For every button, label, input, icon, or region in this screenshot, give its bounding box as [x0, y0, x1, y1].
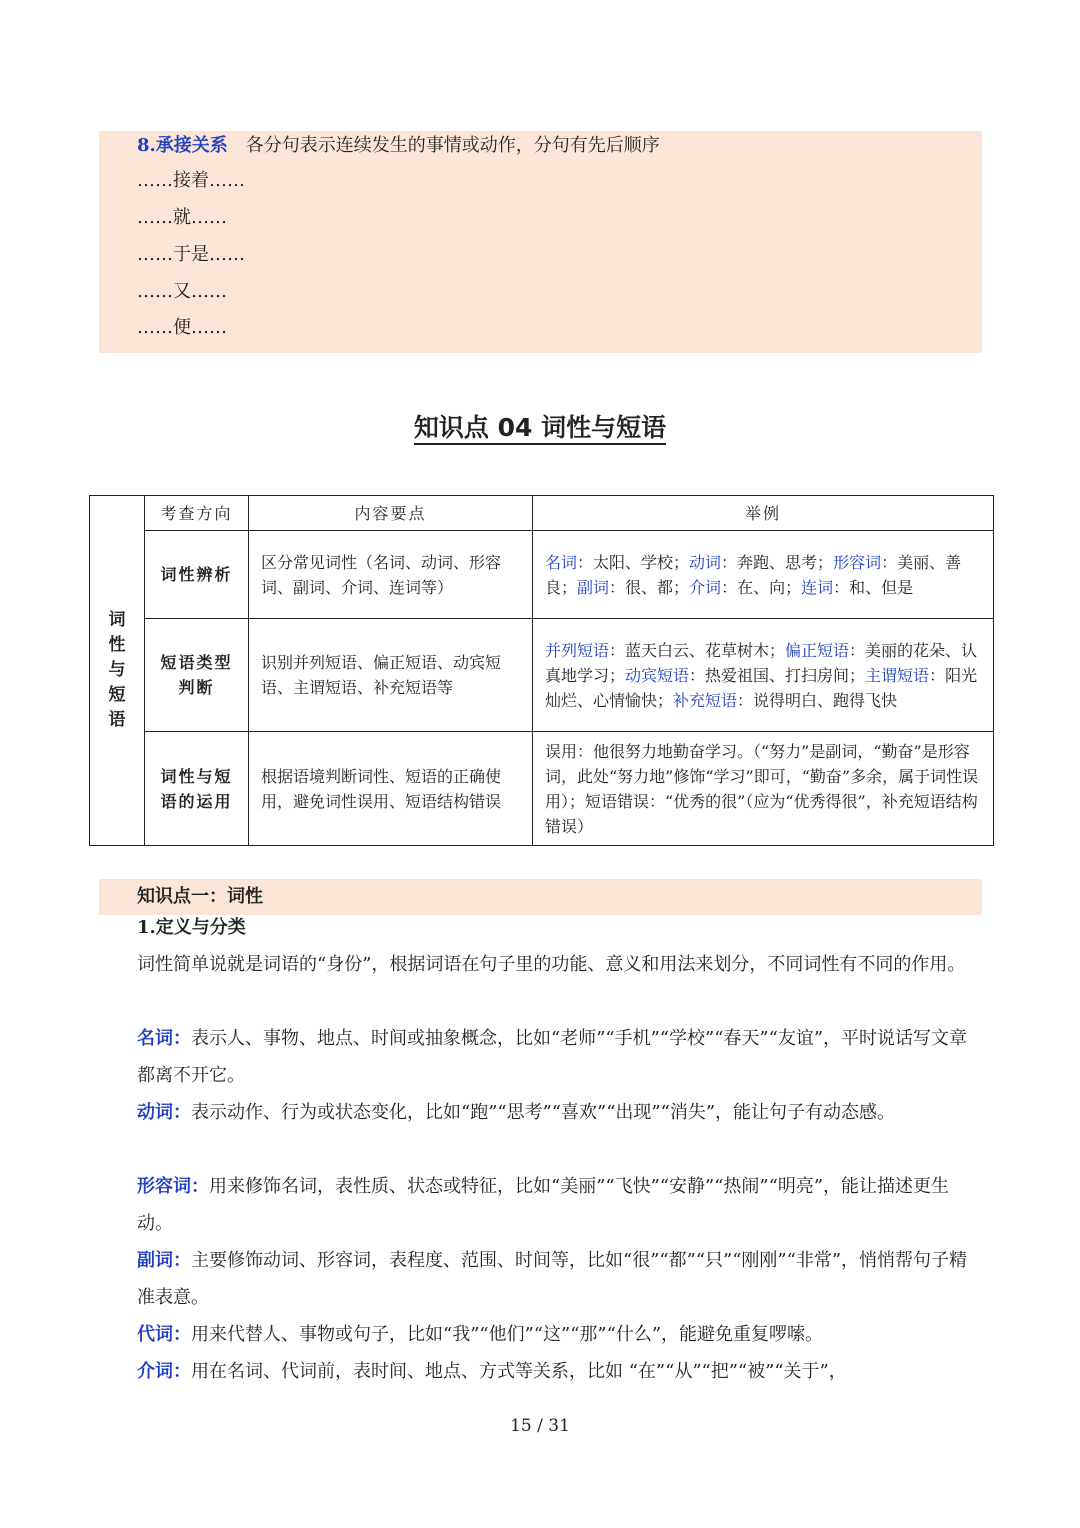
- example-text: ：奔跑、思考；: [721, 552, 834, 572]
- direction-cell: 词性与短语的运用: [145, 732, 249, 846]
- connective: ……于是……: [137, 244, 245, 265]
- section8-box: [99, 131, 982, 353]
- header-content: 内容要点: [249, 496, 533, 531]
- connective: ……又……: [137, 281, 227, 302]
- direction-cell: 词性辨析: [145, 531, 249, 619]
- example-text: ：美丽的花朵、认真地学习；: [545, 640, 978, 685]
- section8-label: 8.承接关系: [137, 135, 228, 156]
- content-cell: 根据语境判断词性、短语的正确使用，避免词性误用、短语结构错误: [249, 732, 533, 846]
- definition-text: 主要修饰动词、形容词，表程度、范围、时间等，比如“很”“都”“只”“刚刚”“非常”，悄悄帮句子精准表意。: [137, 1250, 968, 1308]
- term-highlight: 形容词: [833, 552, 882, 572]
- table-row: [90, 619, 994, 732]
- side-label: 词 性 与 短 语: [90, 496, 145, 846]
- kp1-bar-label: 知识点一：词性: [137, 886, 263, 907]
- example-cell: [533, 531, 994, 619]
- definition: [99, 1316, 982, 1353]
- direction-cell: 短语类型判断: [145, 619, 249, 732]
- example-text: ：阳光灿烂、心情愉快；: [545, 665, 978, 710]
- example-text: ：和、但是: [833, 577, 914, 597]
- example-text: ：热爱祖国、打扫房间；: [689, 665, 866, 685]
- connective: ……接着……: [137, 170, 245, 191]
- example-text: 误用：他很努力地勤奋学习。（“努力”是副词，“勤奋”是形容词，此处“努力地”修饰“学习”即可，“勤奋”多余，属于词性误用）；短语错误：“优秀的很”（应为“优秀得很”，补充短语结构错误）: [545, 741, 979, 836]
- term-highlight: 连词: [801, 577, 834, 597]
- header-direction: 考查方向: [145, 496, 249, 531]
- page-title: 知识点 04 词性与短语: [0, 408, 1080, 448]
- header-example: 举例: [533, 496, 994, 531]
- kp1-bar: [99, 879, 982, 915]
- definition-term: 介词：: [137, 1361, 191, 1382]
- section8-desc: 各分句表示连续发生的事情或动作，分句有先后顺序: [245, 135, 660, 156]
- connective: ……便……: [137, 317, 227, 338]
- table-row: [90, 732, 994, 846]
- term-highlight: 补充短语: [673, 690, 738, 710]
- term-highlight: 并列短语: [545, 640, 610, 660]
- page-number: 15 / 31: [510, 1416, 570, 1436]
- section8-heading: [137, 133, 660, 159]
- definition-term: 名词：: [137, 1028, 191, 1049]
- table-header-row: [90, 496, 994, 531]
- knowledge-table: [89, 495, 994, 846]
- example-text: ：蓝天白云、花草树木；: [609, 640, 786, 660]
- example-text: ：很、都；: [609, 577, 690, 597]
- term-highlight: 副词: [577, 577, 610, 597]
- definition: [99, 1242, 982, 1316]
- definition-term: 动词：: [137, 1102, 191, 1123]
- kp1-intro: 词性简单说就是词语的“身份”，根据词语在句子里的功能、意义和用法来划分，不同词性有不同的作用。: [137, 954, 966, 975]
- definition: [99, 1020, 982, 1094]
- example-text: ：美丽、善良；: [545, 552, 962, 597]
- example-text: ：说得明白、跑得飞快: [737, 690, 898, 710]
- definition-term: 副词：: [137, 1250, 191, 1271]
- term-highlight: 介词: [689, 577, 722, 597]
- definition-text: 用来修饰名词，表性质、状态或特征，比如“美丽”“飞快”“安静”“热闹”“明亮”，能让描述更生动。: [137, 1176, 950, 1234]
- definition: [99, 1168, 982, 1242]
- term-highlight: 动宾短语: [625, 665, 690, 685]
- definition-term: 代词：: [137, 1324, 191, 1345]
- term-highlight: 名词: [545, 552, 578, 572]
- content-cell: 区分常见词性（名词、动词、形容词、副词、介词、连词等）: [249, 531, 533, 619]
- example-text: ：太阳、学校；: [577, 552, 690, 572]
- definition: [99, 1353, 982, 1390]
- example-cell: [533, 619, 994, 732]
- definition-text: 用在名词、代词前，表时间、地点、方式等关系，比如 “在”“从”“把”“被”“关于”，: [191, 1361, 847, 1382]
- definition-text: 用来代替人、事物或句子，比如“我”“他们”“这”“那”“什么”，能避免重复啰嗦。: [191, 1324, 824, 1345]
- content-cell: 识别并列短语、偏正短语、动宾短语、主谓短语、补充短语等: [249, 619, 533, 732]
- example-cell: [533, 732, 994, 846]
- definition-term: 形容词：: [137, 1176, 209, 1197]
- definition-text: 表示人、事物、地点、时间或抽象概念，比如“老师”“手机”“学校”“春天”“友谊”，平时说话写文章都离不开它。: [137, 1028, 968, 1086]
- definition: [99, 1094, 982, 1131]
- table-row: [90, 531, 994, 619]
- kp1-subheading: 1.定义与分类: [137, 917, 246, 938]
- connective: ……就……: [137, 207, 227, 228]
- term-highlight: 动词: [689, 552, 722, 572]
- term-highlight: 偏正短语: [785, 640, 850, 660]
- definition-text: 表示动作、行为或状态变化，比如“跑”“思考”“喜欢”“出现”“消失”，能让句子有动态感。: [191, 1102, 896, 1123]
- term-highlight: 主谓短语: [865, 665, 930, 685]
- example-text: ：在、向；: [721, 577, 802, 597]
